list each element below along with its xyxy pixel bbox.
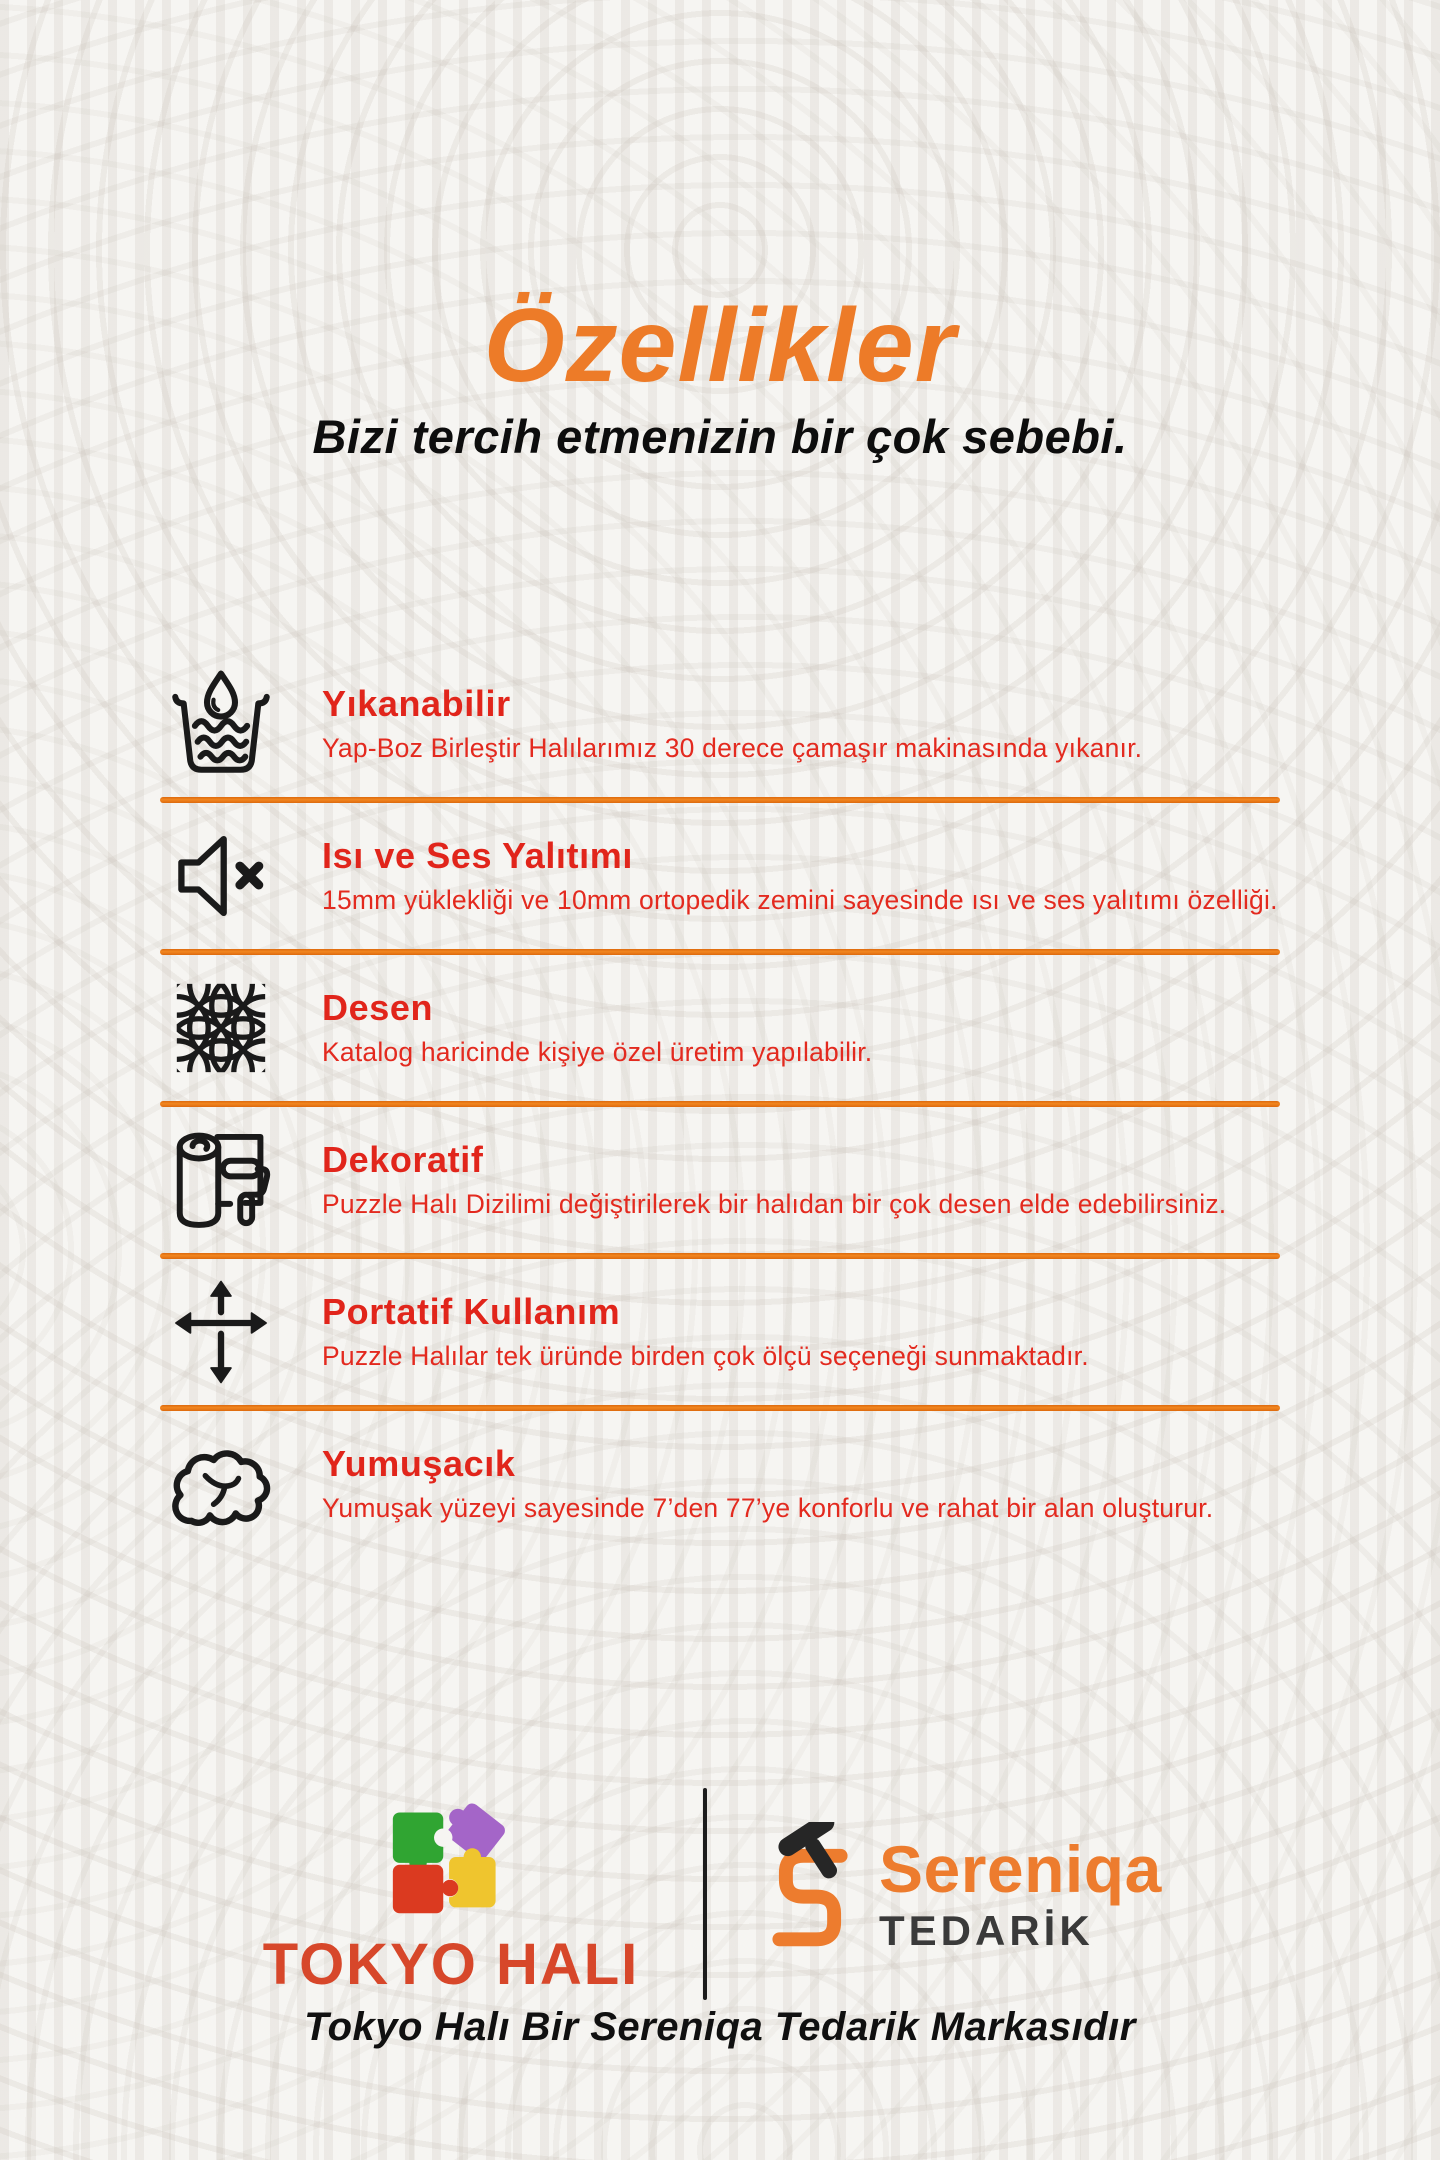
brand-bar: [0, 1788, 1440, 2000]
feature-description: Yumuşak yüzeyi sayesinde 7’den 77’ye konforlu ve rahat bir alan oluşturur.: [322, 1493, 1214, 1524]
feature-row: [160, 1411, 1280, 1557]
paint-roller-icon: [160, 1124, 282, 1236]
feature-description: Puzzle Halılar tek üründe birden çok ölçü seçeneği sunmaktadır.: [322, 1341, 1089, 1372]
sereniqa-mark-icon: [759, 1822, 861, 1967]
cotton-soft-icon: [160, 1432, 282, 1536]
feature-row: [160, 1107, 1280, 1253]
puzzle-logo-icon: [383, 1795, 519, 1926]
feature-title: Portatif Kullanım: [322, 1291, 621, 1333]
sereniqa-texts: [879, 1832, 1162, 1954]
feature-text: [322, 1140, 1226, 1219]
feature-text: [322, 1292, 1089, 1371]
feature-title: Yıkanabilir: [322, 683, 511, 725]
feature-text: [322, 684, 1142, 763]
feature-title: Desen: [322, 987, 434, 1029]
feature-row: [160, 955, 1280, 1101]
feature-description: Puzzle Halı Dizilimi değiştirilerek bir halıdan bir çok desen elde edebilirsiniz.: [322, 1189, 1227, 1220]
sereniqa-logo: [759, 1822, 1189, 1967]
sound-insulation-icon: [160, 822, 282, 930]
feature-row: [160, 651, 1280, 797]
page-subtitle: Bizi tercih etmenizin bir çok sebebi.: [312, 410, 1128, 464]
feature-row: [160, 803, 1280, 949]
feature-title: Isı ve Ses Yalıtımı: [322, 835, 633, 877]
washable-icon: [160, 665, 282, 783]
move-arrows-icon: [160, 1278, 282, 1386]
sereniqa-subtitle: TEDARİK: [879, 1907, 1094, 1954]
brand-tagline: Tokyo Halı Bir Sereniqa Tedarik Markasıdır: [304, 2005, 1136, 2049]
feature-row: [160, 1259, 1280, 1405]
page-title: Özellikler: [483, 288, 957, 404]
brand-divider: [703, 1788, 707, 2000]
feature-title: Dekoratif: [322, 1139, 484, 1181]
feature-title: Yumuşacık: [322, 1443, 516, 1485]
feature-text: [322, 1444, 1213, 1523]
page-header: [0, 288, 1440, 464]
feature-description: Katalog haricinde kişiye özel üretim yapılabilir.: [322, 1037, 873, 1068]
tokyo-hali-wordmark: TOKYO HALI: [262, 1931, 640, 1997]
sereniqa-wordmark: Sereniqa: [879, 1832, 1162, 1906]
tokyo-hali-logo: [251, 1795, 651, 1997]
feature-text: [322, 988, 872, 1067]
feature-text: [322, 836, 1278, 915]
feature-description: 15mm yüklekliği ve 10mm ortopedik zemini sayesinde ısı ve ses yalıtımı özelliği.: [322, 885, 1278, 916]
feature-list: [160, 651, 1280, 1557]
feature-description: Yap-Boz Birleştir Halılarımız 30 derece çamaşır makinasında yıkanır.: [322, 733, 1143, 764]
pattern-icon: [160, 975, 282, 1081]
